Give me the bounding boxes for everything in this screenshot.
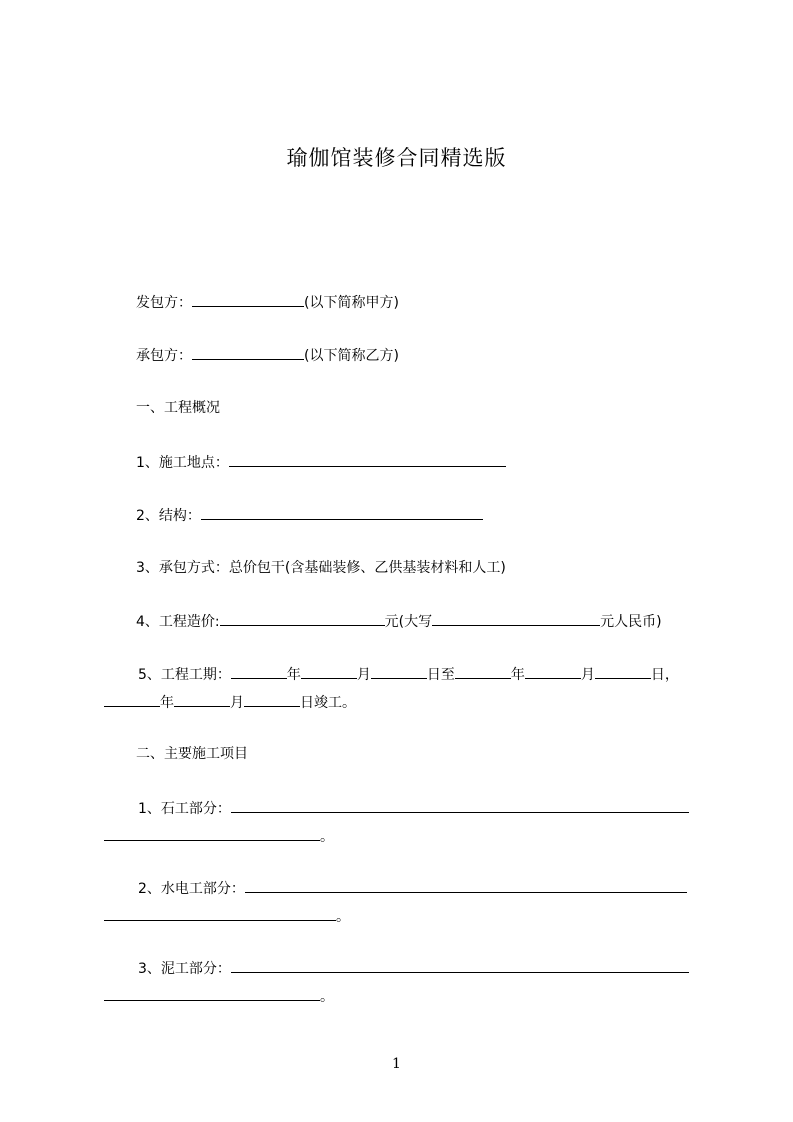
- month-text: 月: [580, 667, 595, 683]
- stone-blank[interactable]: [231, 798, 689, 813]
- period-line-2: [104, 692, 356, 713]
- document-title: 瑜伽馆装修合同精选版: [286, 146, 507, 170]
- cost-mid: 元(大写: [384, 614, 433, 630]
- end-year-blank[interactable]: [455, 664, 511, 679]
- year-text: 年: [286, 667, 301, 683]
- stone-line-2: [104, 826, 334, 847]
- completion-day-blank[interactable]: [244, 692, 300, 707]
- cost-label: 4、工程造价:: [136, 614, 220, 630]
- period-mark: 。: [320, 989, 334, 1005]
- party-b-line: [136, 345, 399, 366]
- mud-line-1: [138, 958, 689, 979]
- stone-line-1: [138, 798, 689, 819]
- period-line-1: [138, 664, 679, 685]
- party-a-line: [136, 292, 399, 313]
- completion-month-blank[interactable]: [174, 692, 230, 707]
- completion-text: 日竣工。: [300, 695, 356, 711]
- mud-label: 3、泥工部分：: [138, 961, 231, 977]
- structure-label: 2、结构：: [136, 508, 201, 524]
- year-text: 年: [510, 667, 525, 683]
- party-a-suffix: (以下简称甲方): [304, 295, 399, 311]
- period-mark: 。: [320, 829, 334, 845]
- mud-blank[interactable]: [231, 958, 689, 973]
- day-comma-text: 日，: [650, 667, 679, 683]
- end-month-blank[interactable]: [525, 664, 581, 679]
- period-label: 5、工程工期：: [138, 667, 231, 683]
- site-label: 1、施工地点：: [136, 455, 229, 471]
- structure-blank[interactable]: [201, 505, 483, 520]
- section-heading-overview: 一、工程概况: [136, 400, 220, 416]
- hydro-blank-continued[interactable]: [104, 906, 336, 921]
- cost-words-blank[interactable]: [432, 611, 600, 626]
- stone-label: 1、石工部分：: [138, 801, 231, 817]
- party-b-label: 承包方：: [136, 348, 192, 364]
- period-mark: 。: [336, 909, 350, 925]
- hydro-line-1: [138, 878, 687, 899]
- start-month-blank[interactable]: [301, 664, 357, 679]
- hydro-blank[interactable]: [245, 878, 687, 893]
- hydro-label: 2、水电工部分：: [138, 881, 245, 897]
- start-day-blank[interactable]: [371, 664, 427, 679]
- day-to-text: 日至: [426, 667, 455, 683]
- mud-blank-continued[interactable]: [104, 986, 320, 1001]
- party-b-suffix: (以下简称乙方): [304, 348, 399, 364]
- completion-year-blank[interactable]: [104, 692, 160, 707]
- start-year-blank[interactable]: [231, 664, 287, 679]
- mud-line-2: [104, 986, 334, 1007]
- hydro-line-2: [104, 906, 350, 927]
- cost-line: [136, 611, 662, 632]
- site-line: [136, 452, 506, 473]
- site-blank[interactable]: [229, 452, 506, 467]
- month-text: 月: [356, 667, 371, 683]
- section-heading-projects: 二、主要施工项目: [136, 746, 248, 762]
- end-day-blank[interactable]: [595, 664, 651, 679]
- party-b-blank[interactable]: [192, 345, 304, 360]
- contract-mode-line: 3、承包方式：总价包干(含基础装修、乙供基装材料和人工): [136, 560, 506, 576]
- party-a-blank[interactable]: [192, 292, 304, 307]
- page-number: 1: [392, 1056, 401, 1072]
- cost-number-blank[interactable]: [220, 611, 385, 626]
- month-text: 月: [230, 695, 244, 711]
- cost-end: 元人民币): [600, 614, 662, 630]
- structure-line: [136, 505, 483, 526]
- stone-blank-continued[interactable]: [104, 826, 320, 841]
- party-a-label: 发包方：: [136, 295, 192, 311]
- year-text: 年: [160, 695, 174, 711]
